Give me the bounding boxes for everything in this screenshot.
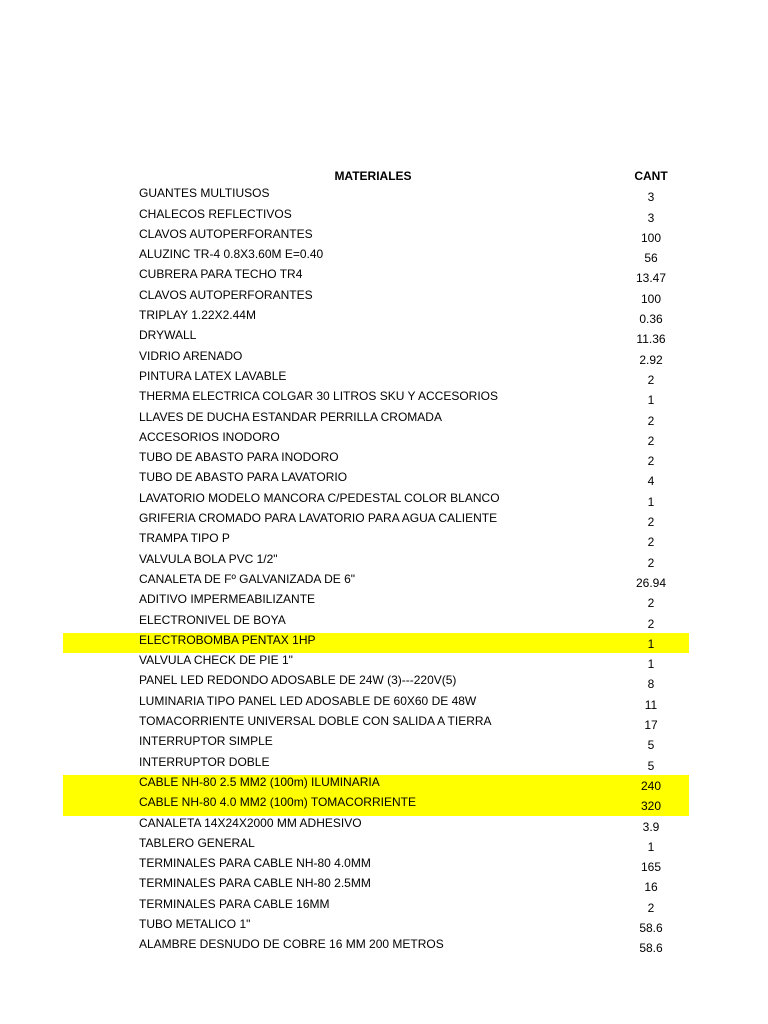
material-quantity: 2 <box>647 535 655 550</box>
material-quantity: 240 <box>640 778 662 793</box>
material-quantity: 100 <box>640 291 662 306</box>
material-name: TRAMPA TIPO P <box>139 531 230 546</box>
material-quantity: 1 <box>647 839 655 854</box>
material-name: CANALETA 14X24X2000 MM ADHESIVO <box>139 815 362 830</box>
material-quantity: 3 <box>647 190 655 205</box>
material-name: CLAVOS AUTOPERFORANTES <box>139 287 313 302</box>
material-name: TUBO METALICO 1" <box>139 916 251 931</box>
material-name: CLAVOS AUTOPERFORANTES <box>139 226 313 241</box>
material-quantity: 2 <box>647 413 655 428</box>
material-name: TERMINALES PARA CABLE 16MM <box>139 896 330 911</box>
material-quantity: 56 <box>644 251 658 266</box>
table-body <box>63 186 689 957</box>
material-name: ELECTRONIVEL DE BOYA <box>139 612 286 627</box>
material-quantity: 3.9 <box>642 819 660 834</box>
material-quantity: 11 <box>644 697 658 712</box>
material-quantity: 17 <box>644 718 658 733</box>
material-name: LAVATORIO MODELO MANCORA C/PEDESTAL COLOR BLANCO <box>139 490 500 505</box>
material-name: ALUZINC TR-4 0.8X3.60M E=0.40 <box>139 247 324 262</box>
material-quantity: 320 <box>640 799 662 814</box>
material-name: INTERRUPTOR DOBLE <box>139 754 270 769</box>
material-name: PANEL LED REDONDO ADOSABLE DE 24W (3)---220V(5) <box>139 673 457 688</box>
material-name: ADITIVO IMPERMEABILIZANTE <box>139 592 316 607</box>
material-quantity: 8 <box>647 677 655 692</box>
material-name: TERMINALES PARA CABLE NH-80 4.0MM <box>139 856 371 871</box>
material-quantity: 2 <box>647 372 655 387</box>
material-quantity: 5 <box>647 758 655 773</box>
material-quantity: 2 <box>647 454 655 469</box>
material-name: TUBO DE ABASTO PARA INODORO <box>139 450 339 465</box>
material-quantity: 58.6 <box>639 941 663 956</box>
material-name: VALVULA BOLA PVC 1/2" <box>139 551 278 566</box>
material-name: VIDRIO ARENADO <box>139 348 243 363</box>
material-name: LUMINARIA TIPO PANEL LED ADOSABLE DE 60X60 DE 48W <box>139 693 477 708</box>
material-name: CABLE NH-80 4.0 MM2 (100m) TOMACORRIENTE <box>139 795 416 810</box>
column-header-materiales: MATERIALES <box>334 169 412 183</box>
material-quantity: 2 <box>647 555 655 570</box>
material-quantity: 13.47 <box>635 271 667 286</box>
material-name: CABLE NH-80 2.5 MM2 (100m) ILUMINARIA <box>139 774 380 789</box>
table-row <box>63 937 689 957</box>
material-name: VALVULA CHECK DE PIE 1" <box>139 653 293 668</box>
material-quantity: 26.94 <box>635 575 667 590</box>
material-quantity: 1 <box>647 393 655 408</box>
material-quantity: 2 <box>647 515 655 530</box>
material-quantity: 2 <box>647 900 655 915</box>
material-quantity: 165 <box>640 860 662 875</box>
material-name: GUANTES MULTIUSOS <box>139 186 270 201</box>
material-name: CANALETA DE Fº GALVANIZADA DE 6" <box>139 571 356 586</box>
material-quantity: 4 <box>647 474 655 489</box>
material-quantity: 16 <box>644 880 658 895</box>
material-name: ELECTROBOMBA PENTAX 1HP <box>139 632 316 647</box>
material-name: THERMA ELECTRICA COLGAR 30 LITROS SKU Y ACCESORIOS <box>139 389 498 404</box>
material-name: TUBO DE ABASTO PARA LAVATORIO <box>139 470 348 485</box>
material-name: CHALECOS REFLECTIVOS <box>139 206 292 221</box>
material-name: INTERRUPTOR SIMPLE <box>139 734 273 749</box>
material-name: PINTURA LATEX LAVABLE <box>139 368 287 383</box>
column-header-cant: CANT <box>634 169 668 183</box>
material-name: DRYWALL <box>139 328 197 343</box>
material-name: TABLERO GENERAL <box>139 835 255 850</box>
material-quantity: 1 <box>647 636 655 651</box>
material-name: ACCESORIOS INODORO <box>139 429 280 444</box>
material-quantity: 2.92 <box>639 352 663 367</box>
material-quantity: 2 <box>647 433 655 448</box>
material-quantity: 1 <box>647 494 655 509</box>
material-name: CUBRERA PARA TECHO TR4 <box>139 267 303 282</box>
material-name: TOMACORRIENTE UNIVERSAL DOBLE CON SALIDA A TIERRA <box>139 714 492 729</box>
material-quantity: 0.36 <box>639 312 663 327</box>
material-name: LLAVES DE DUCHA ESTANDAR PERRILLA CROMADA <box>139 409 442 424</box>
material-name: TRIPLAY 1.22X2.44M <box>139 308 256 323</box>
material-quantity: 58.6 <box>639 920 663 935</box>
material-name: GRIFERIA CROMADO PARA LAVATORIO PARA AGUA CALIENTE <box>139 511 498 526</box>
material-quantity: 2 <box>647 596 655 611</box>
material-quantity: 2 <box>647 616 655 631</box>
material-quantity: 11.36 <box>636 332 666 347</box>
material-quantity: 3 <box>647 210 655 225</box>
material-quantity: 5 <box>647 738 655 753</box>
materials-table <box>63 166 689 958</box>
material-name: ALAMBRE DESNUDO DE COBRE 16 MM 200 METROS <box>139 937 444 952</box>
material-quantity: 100 <box>640 230 662 245</box>
material-quantity: 1 <box>647 657 655 672</box>
material-name: TERMINALES PARA CABLE NH-80 2.5MM <box>139 876 371 891</box>
